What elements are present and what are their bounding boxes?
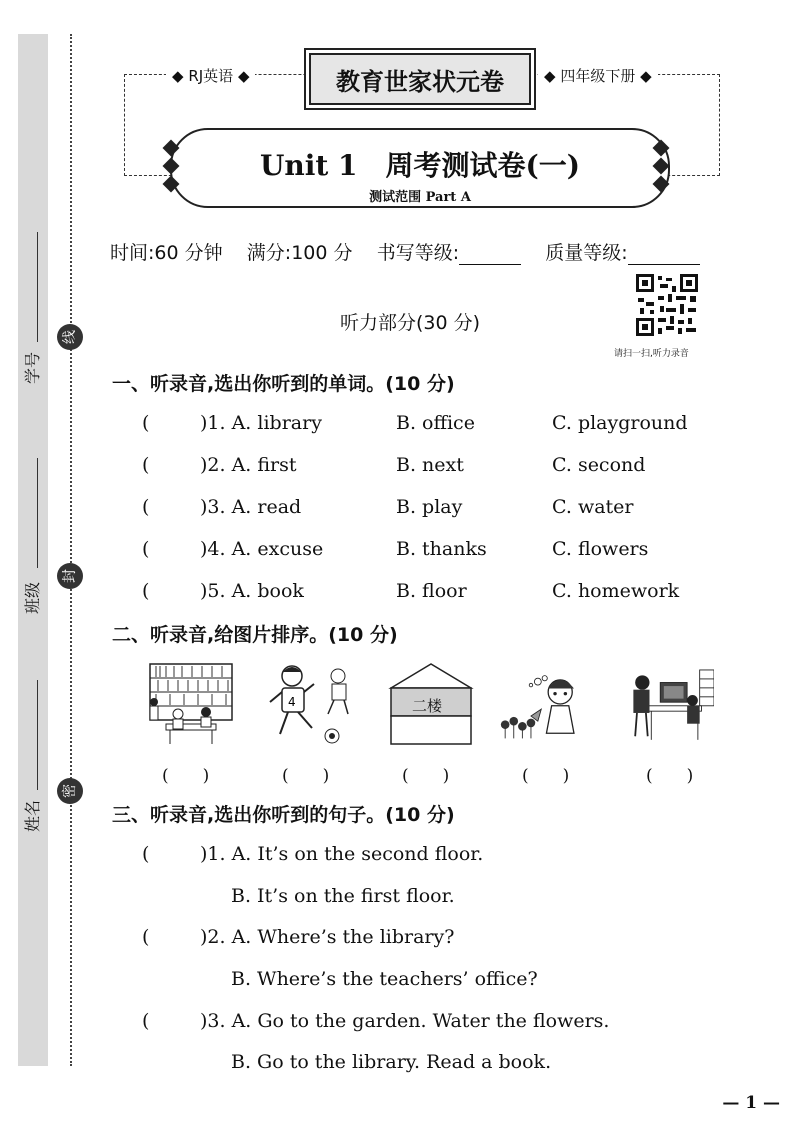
- class-line: [37, 458, 38, 568]
- seal-circle-xian: 线: [57, 324, 83, 350]
- qr-code-icon[interactable]: [636, 274, 698, 336]
- option-a: )3. A. read: [200, 496, 302, 518]
- option-a: )4. A. excuse: [200, 538, 324, 560]
- seal-circle-mi: 密: [57, 778, 83, 804]
- question-row: [142, 496, 742, 520]
- binding-strip: [18, 34, 48, 1066]
- answer-paren[interactable]: (: [142, 843, 150, 865]
- picture5-answer[interactable]: ( ): [646, 766, 694, 786]
- option-c: C. water: [552, 496, 634, 518]
- sentence-option-b: B. Where’s the teachers’ office?: [231, 968, 538, 990]
- sentence-option-a: )1. A. It’s on the second floor.: [200, 843, 484, 865]
- quality-grade-field[interactable]: [628, 246, 700, 265]
- subject-tag: ◆ RJ英语 ◆: [166, 65, 255, 86]
- qr-caption: 请扫一扫,听力录音: [614, 349, 689, 359]
- sentence-question: [142, 1010, 742, 1034]
- option-b: B. play: [396, 496, 463, 518]
- question-row: [142, 580, 742, 604]
- sentence-question: [142, 843, 742, 867]
- library-picture: [148, 662, 234, 746]
- student-id-line: [37, 232, 38, 342]
- test-scope: 测试范围 Part A: [369, 190, 471, 205]
- quality-grade-label: 质量等级:: [545, 242, 628, 264]
- writing-grade-field[interactable]: [459, 246, 521, 265]
- option-b: B. next: [396, 454, 464, 476]
- section1-title: 一、听录音,选出你听到的单词。(10 分): [112, 373, 455, 395]
- writing-grade-label: 书写等级:: [376, 242, 460, 264]
- sentence-question: [142, 926, 742, 950]
- option-b: B. floor: [396, 580, 467, 602]
- option-a: )5. A. book: [200, 580, 304, 602]
- title-banner: [170, 128, 670, 208]
- student-id-label: 学号: [23, 351, 42, 384]
- watering-flowers-picture: [500, 662, 586, 746]
- section3-title: 三、听录音,选出你听到的句子。(10 分): [112, 804, 455, 826]
- option-c: C. flowers: [552, 538, 649, 560]
- seal-circle-feng: 封: [57, 563, 83, 589]
- picture2-answer[interactable]: ( ): [282, 766, 330, 786]
- office-picture: [628, 662, 714, 746]
- unit-title: Unit 1 周考测试卷(一): [259, 149, 581, 182]
- building-floor-label: 二楼: [412, 697, 443, 715]
- listening-part-title: 听力部分(30 分): [340, 312, 481, 334]
- grade-tag: ◆ 四年级下册 ◆: [538, 65, 658, 86]
- time-limit: 时间:60 分钟: [110, 242, 223, 264]
- option-c: C. second: [552, 454, 646, 476]
- series-scroll: [304, 48, 536, 110]
- svg-text:4: 4: [288, 695, 296, 709]
- class-label: 班级: [23, 581, 42, 614]
- question-row: [142, 412, 742, 436]
- page-number: — 1 —: [722, 1093, 780, 1113]
- cut-line: [70, 34, 72, 1066]
- answer-paren[interactable]: (: [142, 1010, 150, 1032]
- answer-paren[interactable]: (: [142, 454, 150, 476]
- question-row: [142, 538, 742, 562]
- sentence-option-b: B. Go to the library. Read a book.: [231, 1051, 552, 1073]
- option-b: B. thanks: [396, 538, 487, 560]
- name-label: 姓名: [23, 799, 42, 832]
- section2-title: 二、听录音,给图片排序。(10 分): [112, 624, 398, 646]
- option-a: )1. A. library: [200, 412, 322, 434]
- answer-paren[interactable]: (: [142, 580, 150, 602]
- question-row: [142, 454, 742, 478]
- exam-info: [110, 238, 700, 265]
- option-c: C. playground: [552, 412, 688, 434]
- full-score: 满分:100 分: [246, 242, 353, 264]
- answer-paren[interactable]: (: [142, 496, 150, 518]
- option-a: )2. A. first: [200, 454, 297, 476]
- sentence-option-a: )2. A. Where’s the library?: [200, 926, 455, 948]
- answer-paren[interactable]: (: [142, 926, 150, 948]
- option-c: C. homework: [552, 580, 680, 602]
- option-b: B. office: [396, 412, 475, 434]
- name-line: [37, 680, 38, 790]
- answer-paren[interactable]: (: [142, 412, 150, 434]
- series-title: 教育世家状元卷: [336, 68, 504, 96]
- sentence-option-a: )3. A. Go to the garden. Water the flowers.: [200, 1010, 610, 1032]
- answer-paren[interactable]: (: [142, 538, 150, 560]
- picture3-answer[interactable]: ( ): [402, 766, 450, 786]
- sentence-option-b: B. It’s on the first floor.: [231, 885, 455, 907]
- football-picture: [266, 662, 352, 746]
- picture1-answer[interactable]: ( ): [162, 766, 210, 786]
- picture4-answer[interactable]: ( ): [522, 766, 570, 786]
